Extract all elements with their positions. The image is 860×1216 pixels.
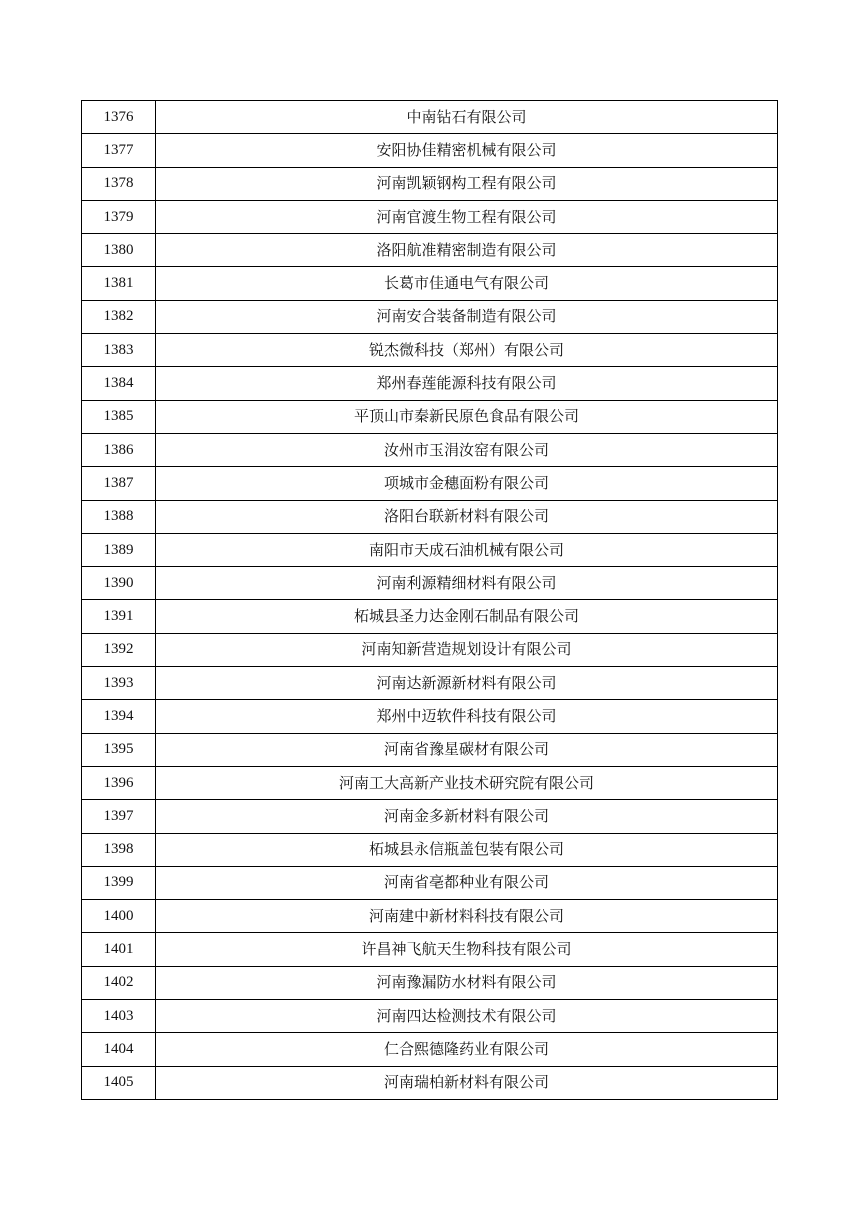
table-row: [82, 833, 778, 866]
row-number: 1390: [82, 567, 156, 600]
company-name: 洛阳航准精密制造有限公司: [156, 234, 778, 267]
company-name: 河南工大高新产业技术研究院有限公司: [156, 766, 778, 799]
table-row: [82, 267, 778, 300]
table-row: [82, 900, 778, 933]
table-row: [82, 766, 778, 799]
table-row: [82, 167, 778, 200]
company-name: 柘城县圣力达金刚石制品有限公司: [156, 600, 778, 633]
company-name: 洛阳台联新材料有限公司: [156, 500, 778, 533]
row-number: 1391: [82, 600, 156, 633]
company-name: 南阳市天成石油机械有限公司: [156, 533, 778, 566]
table-row: [82, 933, 778, 966]
table-row: [82, 334, 778, 367]
row-number: 1385: [82, 400, 156, 433]
table-row: [82, 300, 778, 333]
company-name: 河南豫漏防水材料有限公司: [156, 966, 778, 999]
row-number: 1393: [82, 667, 156, 700]
row-number: 1396: [82, 766, 156, 799]
table-row: [82, 367, 778, 400]
company-name: 河南建中新材料科技有限公司: [156, 900, 778, 933]
table-row: [82, 433, 778, 466]
row-number: 1378: [82, 167, 156, 200]
row-number: 1377: [82, 134, 156, 167]
company-name: 郑州春莲能源科技有限公司: [156, 367, 778, 400]
company-name: 河南四达检测技术有限公司: [156, 1000, 778, 1033]
company-name: 河南凯颖钢构工程有限公司: [156, 167, 778, 200]
company-name: 安阳协佳精密机械有限公司: [156, 134, 778, 167]
row-number: 1394: [82, 700, 156, 733]
company-name: 仁合熙德隆药业有限公司: [156, 1033, 778, 1066]
row-number: 1401: [82, 933, 156, 966]
company-name: 许昌神飞航天生物科技有限公司: [156, 933, 778, 966]
row-number: 1387: [82, 467, 156, 500]
table-row: [82, 400, 778, 433]
table-row: [82, 200, 778, 233]
table-row: [82, 1066, 778, 1099]
row-number: 1403: [82, 1000, 156, 1033]
table-row: [82, 1000, 778, 1033]
company-name: 柘城县永信瓶盖包装有限公司: [156, 833, 778, 866]
company-name: 河南安合装备制造有限公司: [156, 300, 778, 333]
table-row: [82, 234, 778, 267]
row-number: 1383: [82, 334, 156, 367]
row-number: 1388: [82, 500, 156, 533]
company-name: 平顶山市秦新民原色食品有限公司: [156, 400, 778, 433]
row-number: 1386: [82, 433, 156, 466]
row-number: 1402: [82, 966, 156, 999]
table-row: [82, 733, 778, 766]
company-name: 汝州市玉涓汝窑有限公司: [156, 433, 778, 466]
table-row: [82, 800, 778, 833]
company-table: [81, 100, 778, 1100]
company-name: 锐杰微科技（郑州）有限公司: [156, 334, 778, 367]
row-number: 1400: [82, 900, 156, 933]
company-name: 河南知新营造规划设计有限公司: [156, 633, 778, 666]
row-number: 1392: [82, 633, 156, 666]
table-row: [82, 467, 778, 500]
company-name: 河南省亳都种业有限公司: [156, 866, 778, 899]
row-number: 1395: [82, 733, 156, 766]
company-name: 郑州中迈软件科技有限公司: [156, 700, 778, 733]
row-number: 1384: [82, 367, 156, 400]
table-row: [82, 667, 778, 700]
row-number: 1376: [82, 101, 156, 134]
row-number: 1399: [82, 866, 156, 899]
table-row: [82, 500, 778, 533]
row-number: 1380: [82, 234, 156, 267]
company-name: 中南钻石有限公司: [156, 101, 778, 134]
row-number: 1382: [82, 300, 156, 333]
row-number: 1389: [82, 533, 156, 566]
table-row: [82, 1033, 778, 1066]
table-row: [82, 966, 778, 999]
company-name: 河南达新源新材料有限公司: [156, 667, 778, 700]
table-row: [82, 567, 778, 600]
table-row: [82, 700, 778, 733]
company-name: 长葛市佳通电气有限公司: [156, 267, 778, 300]
row-number: 1379: [82, 200, 156, 233]
row-number: 1397: [82, 800, 156, 833]
table-row: [82, 134, 778, 167]
company-name: 河南省豫星碳材有限公司: [156, 733, 778, 766]
company-name: 项城市金穗面粉有限公司: [156, 467, 778, 500]
company-name: 河南利源精细材料有限公司: [156, 567, 778, 600]
row-number: 1404: [82, 1033, 156, 1066]
table-row: [82, 866, 778, 899]
table-row: [82, 101, 778, 134]
company-name: 河南官渡生物工程有限公司: [156, 200, 778, 233]
company-name: 河南金多新材料有限公司: [156, 800, 778, 833]
row-number: 1381: [82, 267, 156, 300]
table-row: [82, 533, 778, 566]
row-number: 1405: [82, 1066, 156, 1099]
company-name: 河南瑞柏新材料有限公司: [156, 1066, 778, 1099]
table-row: [82, 633, 778, 666]
table-body: [82, 101, 778, 1100]
table-row: [82, 600, 778, 633]
row-number: 1398: [82, 833, 156, 866]
